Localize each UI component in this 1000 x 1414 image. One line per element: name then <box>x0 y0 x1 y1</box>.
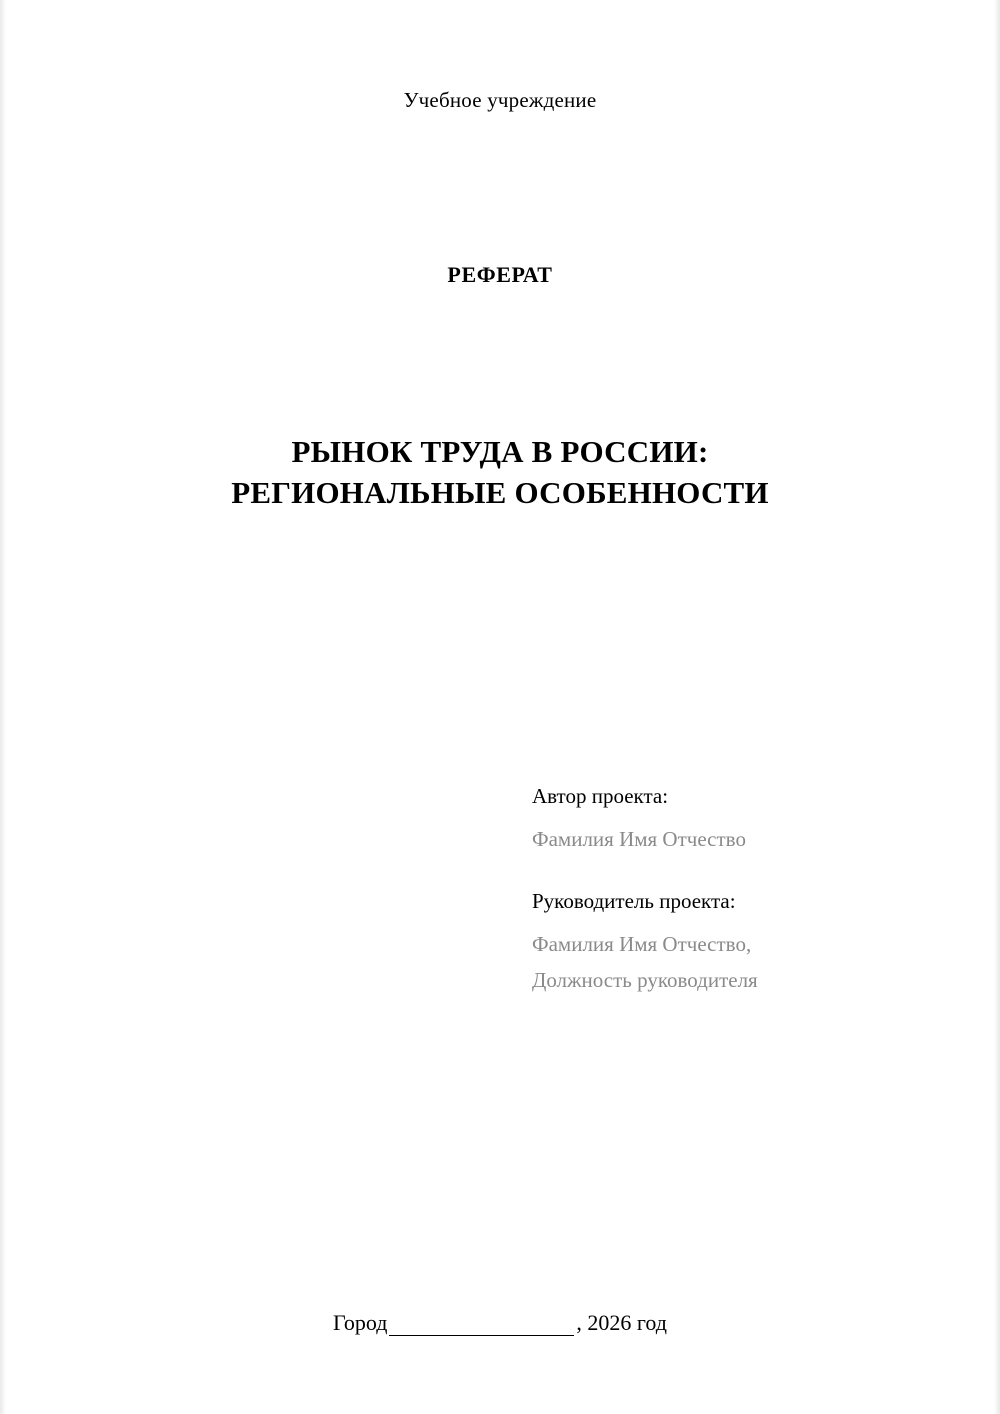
document-type: РЕФЕРАТ <box>447 262 553 287</box>
supervisor-position-placeholder: Должность руководителя <box>532 968 758 993</box>
credits-block <box>532 786 932 998</box>
supervisor-block <box>532 891 932 998</box>
title-line-1: РЫНОК ТРУДА В РОССИИ: <box>291 434 709 469</box>
author-role-label: Автор проекта: <box>532 784 669 808</box>
city-blank-line <box>389 1313 574 1336</box>
supervisor-name-placeholder: Фамилия Имя Отчество, <box>532 932 752 957</box>
city-label: Город <box>333 1310 388 1335</box>
supervisor-role-label: Руководитель проекта: <box>532 889 736 914</box>
author-name-placeholder: Фамилия Имя Отчество <box>532 827 746 851</box>
institution-name: Учебное учреждение <box>403 88 597 112</box>
year-label: , 2026 год <box>576 1310 667 1335</box>
page-title <box>120 432 880 514</box>
page-footer <box>0 1310 1000 1336</box>
author-block <box>532 786 932 857</box>
title-line-2: РЕГИОНАЛЬНЫЕ ОСОБЕННОСТИ <box>231 474 769 510</box>
